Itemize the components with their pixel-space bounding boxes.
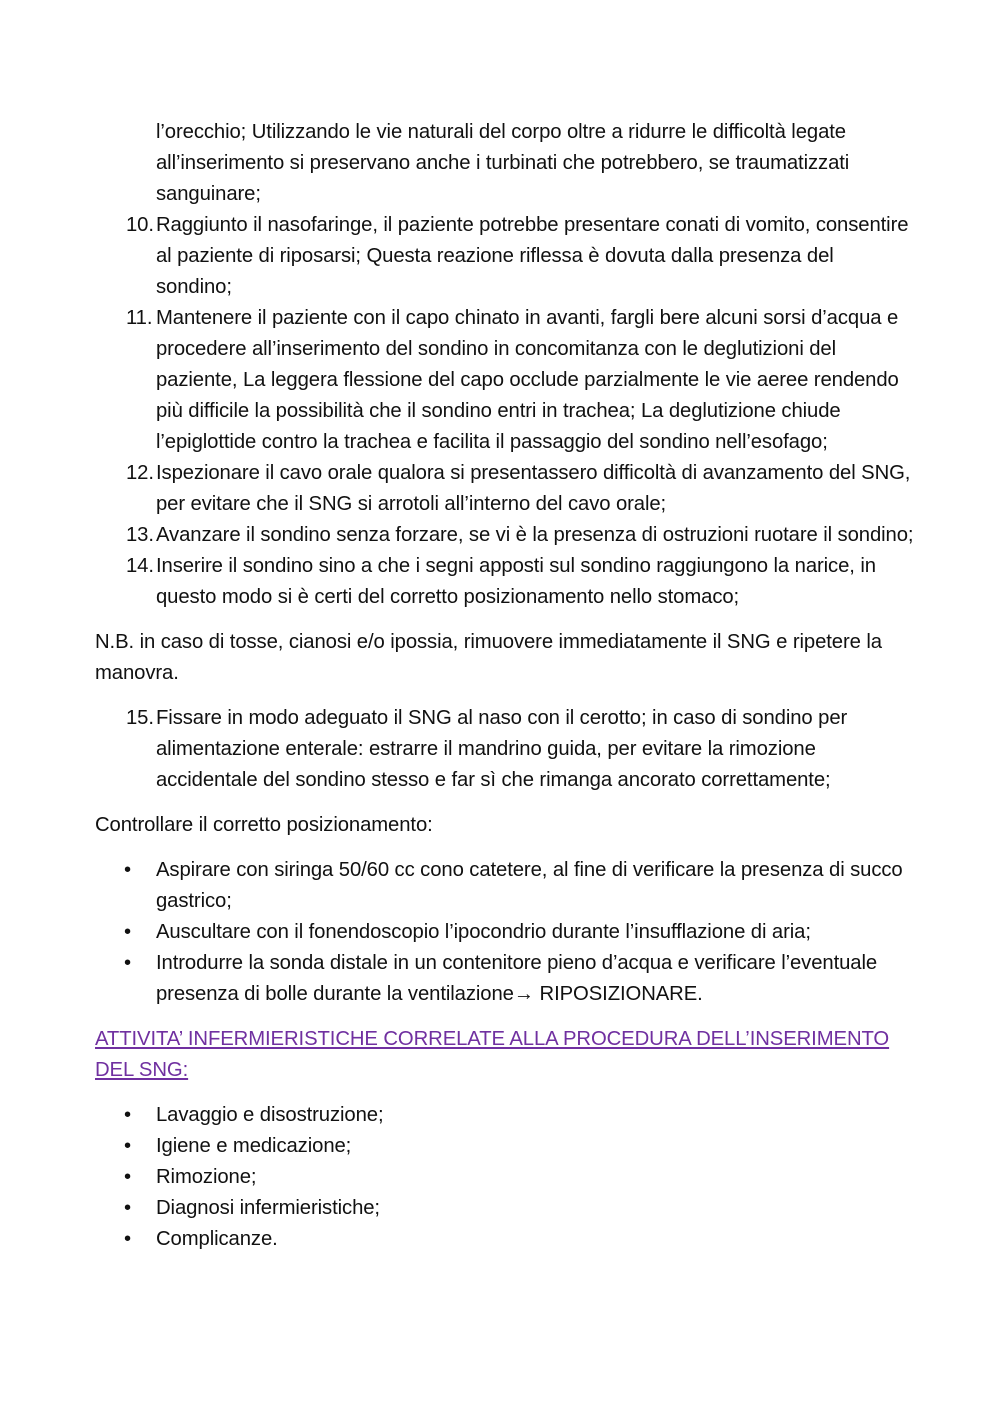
step-text: Inserire il sondino sino a che i segni apposti sul sondino raggiungono la narice, in questo modo si è certi del corretto posizionamento nello stomaco;	[156, 555, 876, 608]
check-title: Controllare il corretto posizionamento:	[95, 814, 433, 836]
step-text: Raggiunto il nasofaringe, il paziente potrebbe presentare conati di vomito, consentire al paziente di riposarsi; Questa reazione riflessa è dovuta dalla presenza del sondino;	[156, 214, 909, 298]
list-item	[95, 303, 915, 458]
bullet-icon: •	[124, 1228, 132, 1250]
step-text: Fissare in modo adeguato il SNG al naso con il cerotto; in caso di sondino per alimentazione enterale: estrarre il mandrino guida, per evitare la rimozione accidentale del sondino stesso e far sì che rimanga ancorato correttamente;	[156, 707, 848, 791]
check-text: Introdurre la sonda distale in un contenitore pieno d’acqua e verificare l’eventuale presenza di bolle durante la ventilazione	[156, 952, 878, 1005]
page-content	[95, 117, 915, 1255]
list-item	[95, 551, 915, 613]
bullet-icon: •	[124, 952, 132, 974]
activity-text: Igiene e medicazione;	[156, 1135, 352, 1157]
list-item	[95, 1162, 915, 1193]
list-item	[95, 520, 915, 551]
bullet-icon: •	[124, 859, 132, 881]
activity-text: Complicanze.	[156, 1228, 278, 1250]
bullet-icon: •	[124, 1197, 132, 1219]
list-item	[95, 703, 915, 796]
activity-text: Rimozione;	[156, 1166, 257, 1188]
activities-list	[95, 1100, 915, 1255]
step-number: 11.	[126, 307, 153, 329]
activity-text: Lavaggio e disostruzione;	[156, 1104, 384, 1126]
spacer	[95, 613, 915, 627]
section-heading: ATTIVITA’ INFERMIERISTICHE CORRELATE ALLA PROCEDURA DELL’INSERIMENTO DEL SNG:	[95, 1028, 890, 1081]
list-item	[95, 458, 915, 520]
list-item	[95, 1100, 915, 1131]
step-number: 13.	[126, 524, 154, 546]
step-number: 15.	[126, 707, 154, 729]
step-text: Mantenere il paziente con il capo chinato in avanti, fargli bere alcuni sorsi d’acqua e procedere all’inserimento del sondino in concomitanza con le deglutizioni del paziente, La leggera flessione del capo occlude parzialmente le vie aeree rendendo più difficile la possibilità che il sondino entri in trachea; La deglutizione chiude l’epiglottide contro la trachea e facilita il passaggio del sondino nell’esofago;	[156, 307, 899, 453]
list-item	[95, 210, 915, 303]
spacer	[95, 841, 915, 855]
checks-list	[95, 855, 915, 1010]
list-item	[95, 948, 915, 1010]
step-number: 14.	[126, 555, 154, 577]
list-item	[95, 1131, 915, 1162]
step-text: Ispezionare il cavo orale qualora si presentassero difficoltà di avanzamento del SNG, per evitare che il SNG si arrotoli all’interno del cavo orale;	[156, 462, 911, 515]
spacer	[95, 1086, 915, 1100]
continued-step-text	[95, 117, 915, 210]
spacer	[95, 1010, 915, 1024]
bullet-icon: •	[124, 1135, 132, 1157]
list-item	[95, 1193, 915, 1224]
spacer	[95, 796, 915, 810]
spacer	[95, 689, 915, 703]
procedure-steps-list-continued	[95, 703, 915, 796]
list-item	[95, 855, 915, 917]
check-text-end: RIPOSIZIONARE.	[534, 983, 703, 1005]
step-text: Avanzare il sondino senza forzare, se vi è la presenza di ostruzioni ruotare il sondino;	[156, 524, 914, 546]
list-item	[95, 1224, 915, 1255]
list-item	[95, 917, 915, 948]
step-number: 10.	[126, 214, 154, 236]
step-number: 12.	[126, 462, 154, 484]
activity-text: Diagnosi infermieristiche;	[156, 1197, 380, 1219]
procedure-steps-list	[95, 210, 915, 613]
arrow-right-icon: →	[513, 983, 535, 1005]
bullet-icon: •	[124, 1166, 132, 1188]
continued-step-body: l’orecchio; Utilizzando le vie naturali del corpo oltre a ridurre le difficoltà legate all’inserimento si preservano anche i turbinati che potrebbero, se traumatizzati sanguinare;	[156, 121, 850, 205]
bullet-icon: •	[124, 921, 132, 943]
check-text: Aspirare con siringa 50/60 cc cono catetere, al fine di verificare la presenza di succo gastrico;	[156, 859, 903, 912]
bullet-icon: •	[124, 1104, 132, 1126]
note-paragraph: N.B. in caso di tosse, cianosi e/o ipossia, rimuovere immediatamente il SNG e ripetere la manovra.	[95, 631, 882, 684]
check-text: Auscultare con il fonendoscopio l’ipocondrio durante l’insufflazione di aria;	[156, 921, 811, 943]
